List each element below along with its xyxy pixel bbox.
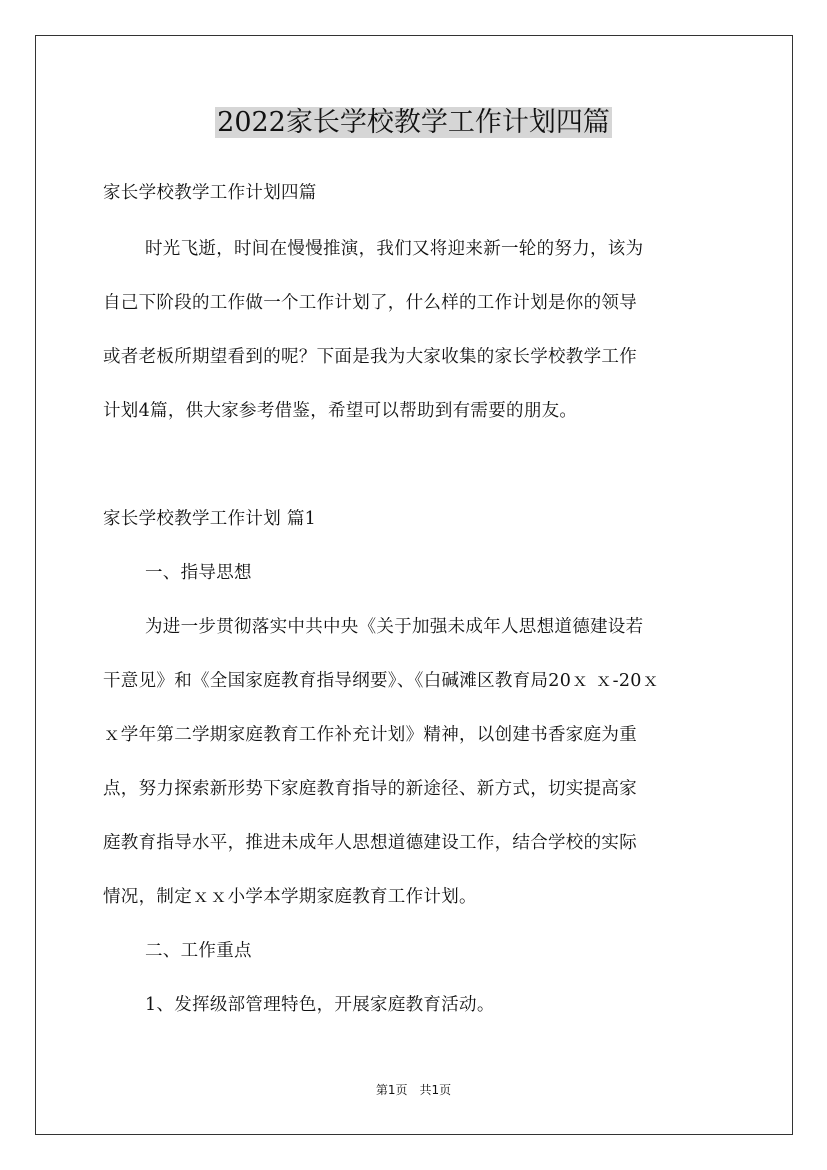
body-line: ｘ学年第二学期家庭教育工作补充计划》精神，以创建书香家庭为重 (103, 725, 637, 745)
body-line: 干意见》和《全国家庭教育指导纲要》、《白碱滩区教育局20ｘ ｘ-20ｘ (103, 671, 660, 691)
body-line: 庭教育指导水平，推进未成年人思想道德建设工作，结合学校的实际 (103, 833, 637, 853)
intro-line: 计划4篇，供大家参考借鉴，希望可以帮助到有需要的朋友。 (103, 401, 578, 421)
document-subtitle: 家长学校教学工作计划四篇 (103, 183, 317, 203)
intro-line: 或者老板所期望看到的呢？下面是我为大家收集的家长学校教学工作 (103, 347, 637, 367)
body-line: 情况，制定ｘｘ小学本学期家庭教育工作计划。 (103, 887, 477, 907)
list-item: 1、发挥级部管理特色，开展家庭教育活动。 (145, 995, 495, 1015)
title-text: 2022家长学校教学工作计划四篇 (217, 107, 610, 138)
body-line: 点，努力探索新形势下家庭教育指导的新途径、新方式，切实提高家 (103, 779, 637, 799)
section-heading: 家长学校教学工作计划 篇1 (103, 509, 317, 529)
body-line: 为进一步贯彻落实中共中央《关于加强未成年人思想道德建设若 (145, 617, 644, 637)
document-title (0, 104, 827, 142)
page-number: 第1页 共1页 (375, 1083, 452, 1097)
intro-line: 自己下阶段的工作做一个工作计划了，什么样的工作计划是你的领导 (103, 293, 637, 313)
part-heading: 二、工作重点 (145, 941, 252, 961)
intro-line: 时光飞逝，时间在慢慢推演，我们又将迎来新一轮的努力，该为 (145, 239, 644, 259)
part-heading: 一、指导思想 (145, 563, 252, 583)
